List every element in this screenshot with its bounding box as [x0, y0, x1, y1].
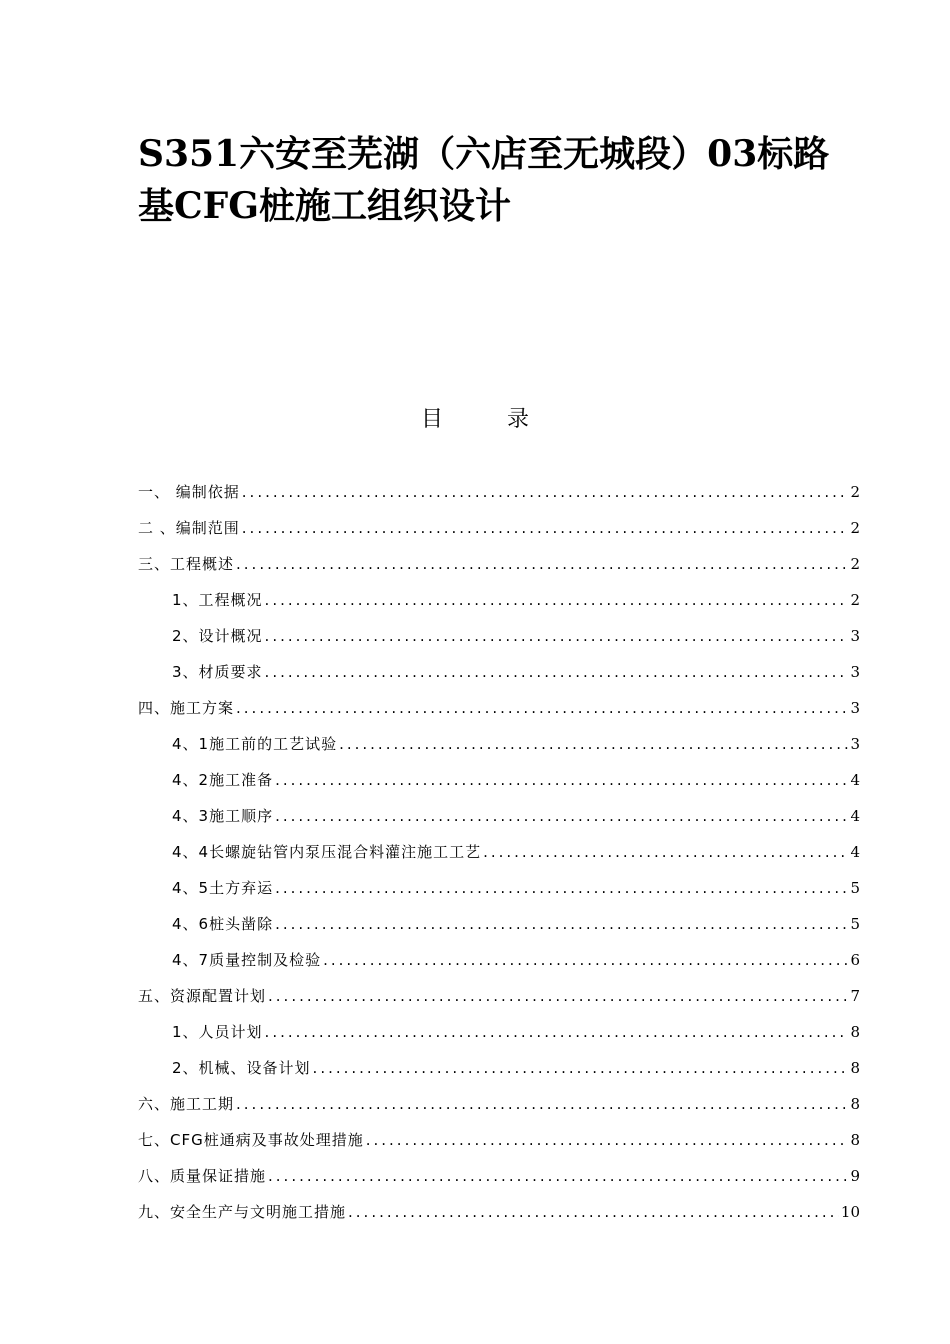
toc-entry-page-number: 5 [850, 879, 860, 897]
toc-entry-personnel-plan[interactable] [138, 1006, 860, 1042]
toc-entry-page-number: 2 [850, 555, 860, 573]
toc-leader-dots [263, 662, 849, 682]
toc-leader-dots [240, 482, 849, 502]
toc-leader-dots [364, 1130, 849, 1150]
toc-entry-sequence[interactable] [138, 790, 860, 826]
toc-leader-dots [263, 1022, 849, 1042]
toc-leader-dots [234, 698, 848, 718]
toc-entry-label: 四、施工方案 [138, 699, 235, 717]
toc-leader-dots [321, 950, 848, 970]
toc-entry-page-number: 3 [850, 663, 860, 681]
toc-entry-grouting-process[interactable] [138, 826, 860, 862]
toc-entry-page-number: 8 [850, 1059, 860, 1077]
toc-entry-label: 一、 编制依据 [138, 483, 240, 501]
toc-entry-design-status[interactable] [138, 610, 860, 646]
toc-entry-pile-head-removal[interactable] [138, 898, 860, 934]
toc-entry-label: 1、工程概况 [172, 591, 263, 609]
toc-entry-label: 4、3施工顺序 [172, 807, 274, 825]
toc-entry-label: 五、资源配置计划 [138, 987, 267, 1005]
toc-entry-basis[interactable] [138, 466, 860, 502]
toc-leader-dots [481, 842, 848, 862]
document-title-line-2: 基CFG桩施工组织设计 [138, 185, 511, 227]
toc-entry-page-number: 7 [850, 987, 860, 1005]
toc-entry-page-number: 3 [850, 627, 860, 645]
toc-entry-safety-civilized[interactable] [138, 1186, 860, 1222]
toc-leader-dots [263, 590, 849, 610]
toc-heading [0, 404, 950, 436]
toc-entry-label: 1、人员计划 [172, 1023, 263, 1041]
toc-entry-equipment-plan[interactable] [138, 1042, 860, 1078]
toc-entry-label: 八、质量保证措施 [138, 1167, 267, 1185]
toc-entry-label: 2、机械、设备计划 [172, 1059, 311, 1077]
toc-entry-label: 4、1施工前的工艺试验 [172, 735, 338, 753]
toc-entry-page-number: 8 [850, 1131, 860, 1149]
toc-entry-page-number: 2 [850, 519, 860, 537]
toc-leader-dots [234, 1094, 848, 1114]
table-of-contents [138, 466, 860, 1222]
toc-entry-schedule[interactable] [138, 1078, 860, 1114]
toc-entry-page-number: 5 [850, 915, 860, 933]
toc-entry-page-number: 8 [850, 1023, 860, 1041]
toc-entry-label: 4、2施工准备 [172, 771, 274, 789]
toc-entry-page-number: 3 [850, 735, 860, 753]
toc-entry-earth-removal[interactable] [138, 862, 860, 898]
toc-leader-dots [234, 554, 848, 574]
toc-entry-page-number: 10 [840, 1203, 860, 1221]
toc-leader-dots [266, 986, 848, 1006]
toc-entry-scope[interactable] [138, 502, 860, 538]
toc-leader-dots [273, 914, 848, 934]
toc-entry-preparation[interactable] [138, 754, 860, 790]
toc-entry-page-number: 2 [850, 483, 860, 501]
toc-entry-construction-plan[interactable] [138, 682, 860, 718]
toc-entry-label: 4、4长螺旋钻管内泵压混合料灌注施工工艺 [172, 843, 482, 861]
toc-entry-label: 三、工程概述 [138, 555, 235, 573]
toc-leader-dots [273, 770, 848, 790]
toc-entry-label: 2、设计概况 [172, 627, 263, 645]
toc-entry-page-number: 6 [850, 951, 860, 969]
toc-entry-label: 六、施工工期 [138, 1095, 235, 1113]
toc-entry-label: 3、材质要求 [172, 663, 263, 681]
toc-leader-dots [273, 806, 848, 826]
toc-leader-dots [311, 1058, 849, 1078]
toc-leader-dots [240, 518, 849, 538]
toc-entry-page-number: 9 [850, 1167, 860, 1185]
toc-entry-page-number: 4 [850, 771, 860, 789]
toc-entry-quality-control[interactable] [138, 934, 860, 970]
toc-entry-resource-plan[interactable] [138, 970, 860, 1006]
toc-entry-page-number: 4 [850, 843, 860, 861]
toc-leader-dots [337, 734, 848, 754]
toc-leader-dots [273, 878, 848, 898]
toc-heading-char-1: 目 [420, 407, 443, 432]
toc-leader-dots [266, 1166, 848, 1186]
toc-entry-label: 4、5土方弃运 [172, 879, 274, 897]
toc-entry-label: 七、CFG桩通病及事故处理措施 [138, 1131, 364, 1149]
toc-entry-page-number: 3 [850, 699, 860, 717]
toc-entry-project-status[interactable] [138, 574, 860, 610]
toc-entry-label: 九、安全生产与文明施工措施 [138, 1203, 347, 1221]
toc-entry-page-number: 4 [850, 807, 860, 825]
toc-leader-dots [346, 1202, 839, 1222]
toc-entry-quality-assurance[interactable] [138, 1150, 860, 1186]
document-title-line-1: S351六安至芜湖（六店至无城段）03标路 [138, 133, 830, 175]
toc-entry-page-number: 2 [850, 591, 860, 609]
toc-entry-label: 4、7质量控制及检验 [172, 951, 322, 969]
toc-entry-label: 4、6桩头凿除 [172, 915, 274, 933]
toc-heading-char-2: 录 [507, 407, 530, 432]
toc-entry-overview[interactable] [138, 538, 860, 574]
document-title [138, 128, 878, 232]
toc-entry-material-requirements[interactable] [138, 646, 860, 682]
toc-entry-label: 二 、编制范围 [138, 519, 240, 537]
toc-entry-page-number: 8 [850, 1095, 860, 1113]
toc-entry-process-trial[interactable] [138, 718, 860, 754]
toc-leader-dots [263, 626, 849, 646]
toc-entry-defect-handling[interactable] [138, 1114, 860, 1150]
